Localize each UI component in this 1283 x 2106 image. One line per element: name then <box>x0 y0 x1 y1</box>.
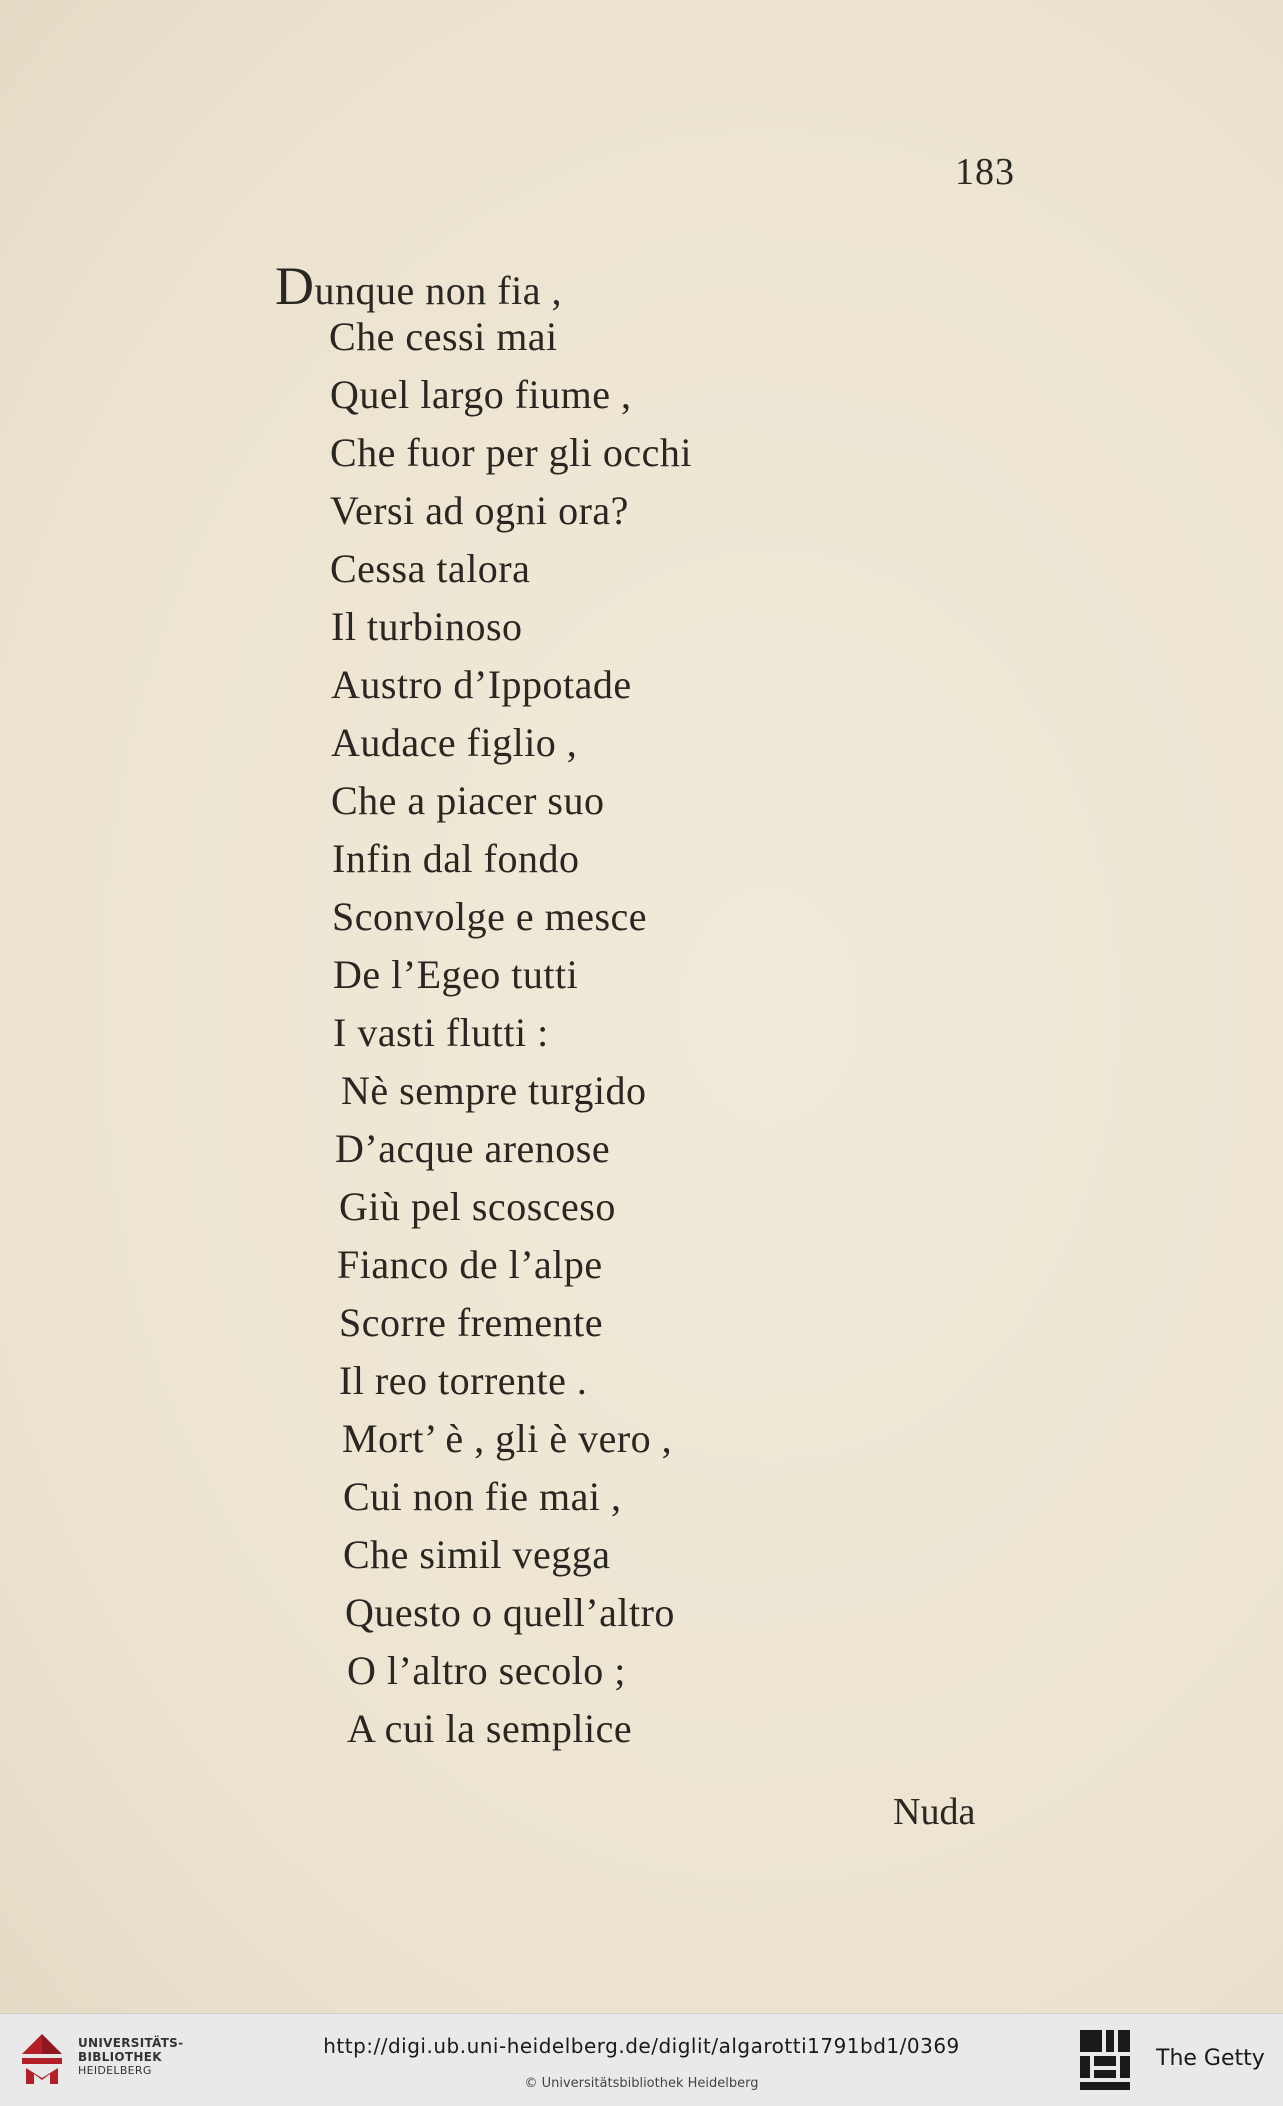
catchword: Nuda <box>893 1791 976 1833</box>
poem-line: Fianco de l’alpe <box>337 1242 603 1287</box>
poem-line: Infin dal fondo <box>332 836 580 881</box>
page-number: 183 <box>955 151 1015 193</box>
poem-line: Cessa talora <box>330 546 531 591</box>
poem-line: Che fuor per gli occhi <box>330 430 692 475</box>
partner-name: The Getty <box>1156 2046 1265 2071</box>
library-name: UNIVERSITÄTS- BIBLIOTHEK HEIDELBERG <box>78 2036 184 2077</box>
poem-line: De l’Egeo tutti <box>333 952 579 997</box>
poem-line: Austro d’Ippotade <box>331 662 632 707</box>
poem-line: Che simil vegga <box>343 1532 611 1577</box>
poem-line: Nè sempre turgido <box>341 1068 647 1113</box>
poem-line: Che cessi mai <box>329 314 558 359</box>
poem-line: Versi ad ogni ora? <box>330 488 629 533</box>
poem-line: Questo o quell’altro <box>345 1590 675 1635</box>
poem-line: Sconvolge e mesce <box>332 894 648 939</box>
poem-line: Giù pel scosceso <box>339 1184 616 1229</box>
poem-line: Audace figlio , <box>331 720 578 765</box>
footer-bar <box>0 2013 1283 2106</box>
poem-line: A cui la semplice <box>347 1706 633 1751</box>
poem-first-line: Dunque non fia , <box>275 256 562 316</box>
copyright-notice: © Universitätsbibliothek Heidelberg <box>524 2076 759 2091</box>
poem-line: Scorre fremente <box>339 1300 604 1345</box>
getty-logo-icon <box>1078 2028 1132 2092</box>
poem-line: Il turbinoso <box>331 604 523 649</box>
poem-line: D’acque arenose <box>335 1126 611 1171</box>
poem-line: Che a piacer suo <box>331 778 605 823</box>
permalink-url[interactable]: http://digi.ub.uni-heidelberg.de/diglit/algarotti1791bd1/0369 <box>323 2034 960 2058</box>
poem-line: O l’altro secolo ; <box>347 1648 626 1693</box>
poem-line: I vasti flutti : <box>333 1010 549 1055</box>
poem-line: Il reo torrente . <box>339 1358 588 1403</box>
poem-line: Mort’ è , gli è vero , <box>342 1416 673 1461</box>
poem-line: Quel largo fiume , <box>330 372 632 417</box>
drop-cap: D <box>275 256 315 316</box>
poem-line: Cui non fie mai , <box>343 1474 622 1519</box>
